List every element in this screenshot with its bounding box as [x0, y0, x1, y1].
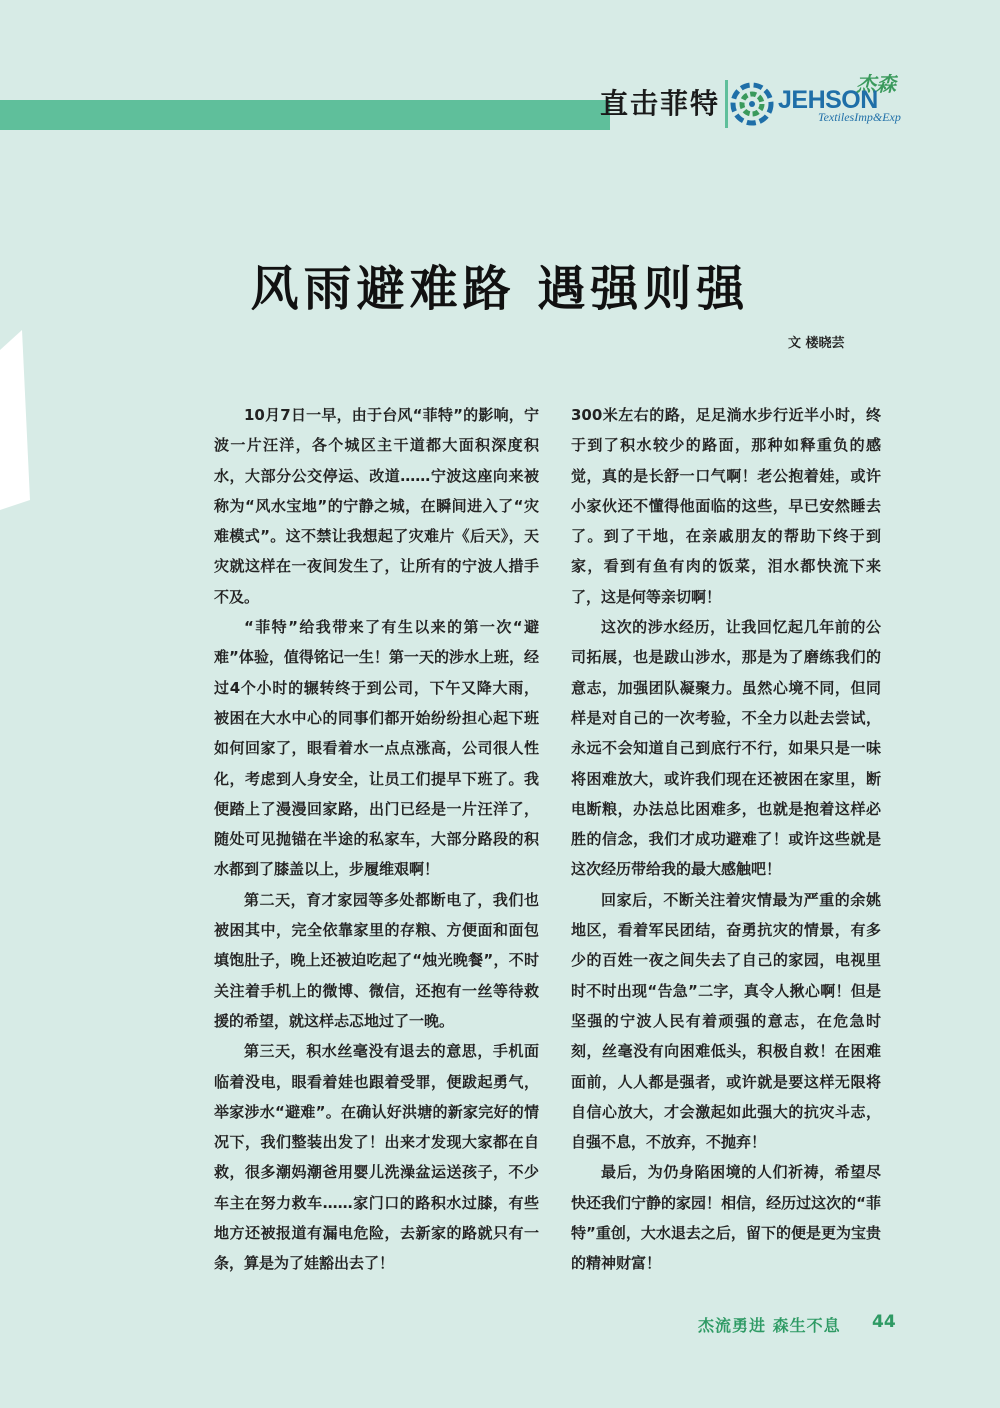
logo-chinese-text: 杰森 — [856, 72, 896, 96]
section-label: 直击菲特 — [600, 87, 721, 120]
article-author: 文 楼晓芸 — [788, 336, 845, 351]
paragraph-continuation: 300米左右的路，足足淌水步行近半小时，终于到了积水较少的路面，那种如释重负的感觉，真的是长舒一口气啊！老公抱着娃，或许小家伙还不懂得他面临的这些，早已安然睡去了。到了干地，在亲戚朋友的帮助下终于到家，看到有鱼有肉的饭菜，泪水都快流下来了，这是何等亲切啊！ — [571, 406, 881, 606]
article-column-right — [571, 400, 881, 1279]
paragraph: 这次的涉水经历，让我回忆起几年前的公司拓展，也是跋山涉水，那是为了磨练我们的意志，加强团队凝聚力。虽然心境不同，但同样是对自己的一次考验，不全力以赴去尝试，永远不会知道自己到底行不行，如果只是一味将困难放大，或许我们现在还被困在家里，断电断粮，办法总比困难多，也就是抱着这样必胜的信念，我们才成功避难了！或许这些就是这次经历带给我的最大感触吧！ — [571, 618, 881, 879]
jehson-logo — [730, 70, 900, 130]
decorative-left-shape — [0, 330, 30, 510]
paragraph: “菲特”给我带来了有生以来的第一次“避难”体验，值得铭记一生！第一天的涉水上班，经过4个小时的辗转终于到公司，下午又降大雨，被困在大水中心的同事们都开始纷纷担心起下班如何回家了，眼看着水一点点涨高，公司很人性化，考虑到人身安全，让员工们提早下班了。我便踏上了漫漫回家路，出门已经是一片汪洋了，随处可见抛锚在半途的私家车，大部分路段的积水都到了膝盖以上，步履维艰啊！ — [214, 618, 539, 879]
header-divider — [725, 80, 728, 128]
article-title: 风雨避难路 遇强则强 — [250, 261, 750, 317]
paragraph: 10月7日一早，由于台风“菲特”的影响，宁波一片汪洋，各个城区主干道都大面积深度积水，大部分公交停运、改道……宁波这座向来被称为“风水宝地”的宁静之城，在瞬间进入了“灾难模式”。这不禁让我想起了灾难片《后天》，天灾就这样在一夜间发生了，让所有的宁波人措手不及。 — [214, 406, 539, 606]
paragraph: 回家后，不断关注着灾情最为严重的余姚地区，看着军民团结，奋勇抗灾的情景，有多少的百姓一夜之间失去了自己的家园，电视里时不时出现“告急”二字，真令人揪心啊！但是坚强的宁波人民有着顽强的意志，在危急时刻，丝毫没有向困难低头，积极自救！在困难面前，人人都是强者，或许就是要这样无限将自信心放大，才会激起如此强大的抗灾斗志，自强不息，不放弃，不抛弃！ — [571, 890, 881, 1152]
paragraph: 第三天，积水丝毫没有退去的意思，手机面临着没电，眼看着娃也跟着受罪，便跋起勇气，举家涉水“避难”。在确认好洪塘的新家完好的情况下，我们整装出发了！出来才发现大家都在自救，很多潮妈潮爸用婴儿洗澡盆运送孩子，不少车主在努力救车……家门口的路积水过膝，有些地方还被报道有漏电危险，去新家的路就只有一条，算是为了娃豁出去了！ — [214, 1042, 539, 1273]
article-column-left — [214, 400, 539, 1279]
page-number: 44 — [872, 1312, 896, 1332]
paragraph: 第二天，育才家园等多处都断电了，我们也被困其中，完全依靠家里的存粮、方便面和面包填饱肚子，晚上还被迫吃起了“烛光晚餐”，不时关注着手机上的微博、微信，还抱有一丝等待救援的希望，就这样忐忑地过了一晚。 — [214, 890, 539, 1030]
logo-wordmark: JEHSON — [778, 86, 878, 114]
footer-slogan: 杰流勇进 森生不息 — [698, 1316, 841, 1335]
header-accent-band — [0, 100, 610, 130]
paragraph: 最后，为仍身陷困境的人们祈祷，希望尽快还我们宁静的家园！相信，经历过这次的“菲特”重创，大水退去之后，留下的便是更为宝贵的精神财富！ — [571, 1163, 881, 1273]
jehson-swirl-icon — [730, 82, 774, 126]
logo-subtitle: TextilesImp&Exp — [818, 110, 901, 124]
